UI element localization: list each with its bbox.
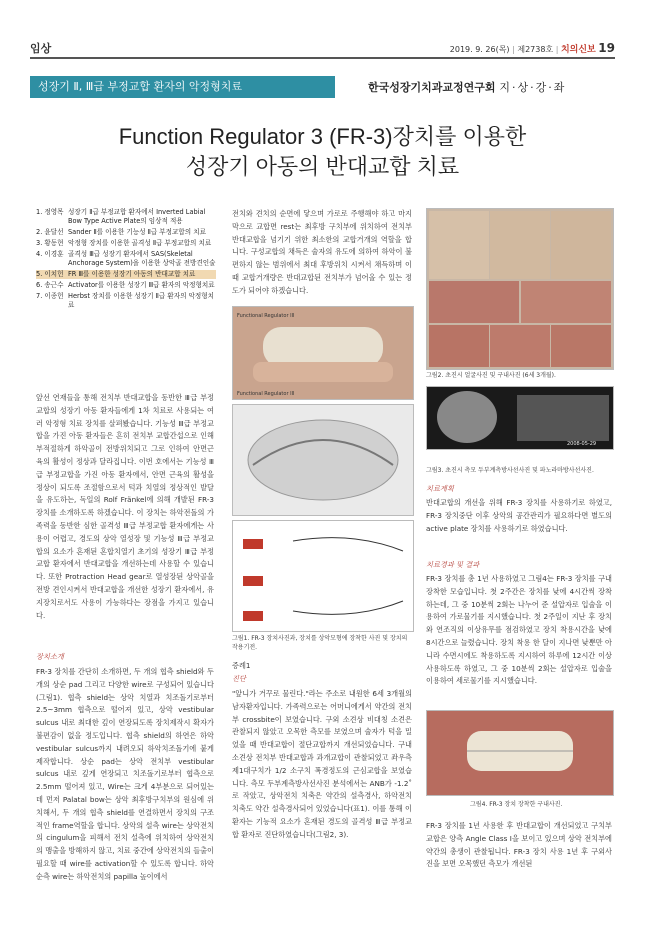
subhead-plan: 치료계획 xyxy=(426,484,454,493)
series-item xyxy=(36,208,216,226)
series-num: 7. 이종헌 xyxy=(36,292,64,300)
series-text: Herbst 장치를 이용한 성장기 Ⅱ급 환자의 악정형치료 xyxy=(68,292,215,309)
final-paragraph: FR-3 장치를 1년 사용한 후 반대교합이 개선되었고 구치부 교합은 양측 Angle Class Ⅰ을 보이고 있으며 상악 전치부에 약간의 총생이 관찰됩니다. FR-3 장치 사용 1년 후 구외사진을 보면 오목했던 측모가 개선된 xyxy=(426,821,612,869)
fig2-photos xyxy=(426,208,614,370)
subhead-device: 장치소개 xyxy=(36,652,64,661)
series-num: 3. 황동현 xyxy=(36,239,64,247)
result-paragraph: FR-3 장치를 총 1년 사용하였고 그림4는 FR-3 장치를 구내 장착한 모습입니다. 첫 2주간은 장치를 낮에 4시간씩 장착하는데, 그 중 10분씩 2회는 나누어 준 설압자로 입술을 이용하여 가로물기를 지시했습니다. 첫 2주일이 지난 후 장치와 연조직의 이상유무를 점검하였고 장치 착용시간을 낮에 8시간으로 늘렸습니다. 장치 착용 한 달이 지나면 낮뿐만 아니라 수면시에도 착용하도록 지시하여 하루에 12시간 이상 사용하도록 하였고, 그 중 10분씩 2회는 설압자로 입술을 이용하여 세로물기를 지시했습니다. xyxy=(426,574,612,686)
article-title-line2: 성장기 아동의 반대교합 치료 xyxy=(185,154,460,179)
series-item xyxy=(36,239,216,248)
series-num: 1. 정영목 xyxy=(36,208,64,216)
series-num: 6. 송근수 xyxy=(36,281,64,289)
series-num: 5. 이치헌 xyxy=(36,270,64,278)
page-number: 19 xyxy=(598,41,615,55)
fig1-photo-art xyxy=(233,307,413,399)
masthead: 2019. 9. 26(목) | 제2738호 | 치의신보 19 xyxy=(449,41,615,55)
series-num: 4. 이경훈 xyxy=(36,250,64,258)
issue-date: 2019. 9. 26(목) xyxy=(449,45,510,54)
series-item xyxy=(36,281,216,290)
series-item-current xyxy=(36,270,216,279)
paper-name: 치의신보 xyxy=(560,45,596,55)
series-num: 2. 윤달선 xyxy=(36,228,64,236)
arrow-icon xyxy=(243,611,263,621)
society-label: 한국성장기치과교정연구회 xyxy=(368,81,496,94)
fig3-xrays xyxy=(426,386,614,450)
fig4-photo xyxy=(426,710,614,796)
series-item xyxy=(36,228,216,237)
series-item xyxy=(36,292,216,310)
subhead-diagnosis: 진단 xyxy=(232,674,246,683)
series-text: Activator를 이용한 성장기 Ⅲ급 환자의 악정형치료 xyxy=(68,281,215,289)
fig3-xray-art xyxy=(427,387,613,449)
series-item xyxy=(36,250,216,268)
series-text: 성장기 Ⅱ급 부정교합 환자에서 Inverted Labial Bow Type Active Plate의 임상적 적용 xyxy=(68,208,206,225)
series-list xyxy=(36,208,216,312)
fig1-diagram-art xyxy=(233,521,413,631)
intro-paragraph: 앞선 연재들을 통해 전치부 반대교합을 동반한 Ⅲ급 부정교합의 성장기 아동 환자들에게 1차 치료로 사용되는 여러 악정형 치료 장치를 살펴봤습니다. 기능성 Ⅲ급 부정교합을 가진 아동 환자들은 흔히 전치부 교합간섭으로 인해 부적절하게 하악골이 전방위치되고 그로 인하여 안면근육의 활성이 정상과 달라집니다. 이번 호에서는 기능성 Ⅲ급 부정교합을 가진 아동 환자에서, 안면 근육의 활성을 정상이 되도록 조절함으로서 턱과 치열의 정상적인 발달을 유도하는, 독일의 Rolf Fränkel에 의해 개발된 FR-3 장치를 소개하도록 하겠습니다. 이 장치는 하악전돌의 가족력을 동반한 심한 골격성 Ⅲ급 부정교합 환자에게는 사용이 어렵고, 경도의 상악 열성장 및 기능성 Ⅲ급 부정교합의 요소가 혼재된 혼합치열기 초기의 성장기 Ⅲ급 부정교합 환자에서 반대교합을 개선하는데 사용할 수 있습니다. 또한 Protraction Head gear로 열성장된 상악골을 전방 견인시켜서 반대교합을 개선한 성장기 환자에서, 유지장치로서도 사용이 가능하다는 장점을 가지고 있습니다. xyxy=(36,393,214,620)
issue-number: 제2738호 xyxy=(517,45,554,54)
col2-top-paragraph: 전치와 견치의 순면에 닿으며 가로로 주행해야 하고 마지막으로 교합면 rest는 최후방 구치부에 위치하여 전치부 반대교합을 넘기기 위한 최소한의 교합거개의 역할을 합니다. 구성교합의 채득은 술자의 유도에 의하여 하악이 불편하지 않는 범위에서 최대 후방위치 시켜서 채득하며 이 때 교합거개량은 반대교합된 전치부가 넘어올 수 있는 정도가 되어야 하겠습니다. xyxy=(232,209,412,295)
series-banner: 성장기 Ⅱ, Ⅲ급 부정교합 환자의 악정형치료 xyxy=(30,76,335,98)
arrow-icon xyxy=(243,539,263,549)
fig3-caption: 그림3. 초진시 측모 두부계측방사선사진 및 파노라마방사선사진. xyxy=(426,467,594,474)
society-name xyxy=(368,79,566,95)
fig4-photo-art xyxy=(427,711,613,795)
subhead-result: 치료경과 및 결과 xyxy=(426,560,480,569)
series-text: Sander Ⅱ를 이용한 기능성 Ⅱ급 부정교합의 치료 xyxy=(68,228,206,236)
series-text: 악정형 장치를 이용한 골격성 Ⅱ급 부정교합의 치료 xyxy=(68,239,212,247)
fig1-label-bottom: Functional Regulator III xyxy=(237,391,295,397)
fig1-photo-mouth xyxy=(232,306,414,400)
column-label: 지·상·강·좌 xyxy=(499,81,567,94)
fig1-appliance-photo xyxy=(232,404,414,516)
fig1-label-top: Functional Regulator III xyxy=(237,313,295,319)
arrow-icon xyxy=(243,576,263,586)
device-paragraph: FR-3 장치를 간단히 소개하면, 두 개의 협측 shield와 두 개의 상순 pad 그리고 다양한 wire로 구성되어 있습니다(그림1). 협측 shield는 상악 치열과 치조돌기로부터 2.5~3mm 협측으로 떨어져 있고, 상악 vestibular sulcus 내로 최대한 깊이 연장되도록 장치제작시 확자가 불편감이 없을 정도입니다. 협측 shield의 하연은 하악 vestibular sulcus까지 내려오되 하악치조돌기에 붙게 제작합니다. 상순 pad는 상악 전치부 vestibular sulcus 내로 깊게 연장되고 치조돌기로부터 협측으로 2.5mm 떨어져 있고, Wire는 크게 4부분으로 되어있는데 먼저 Palatal bow는 상악 최후방구치부의 원심에 위치해서, 두 개의 협측 shield를 연결하면서 장치의 구조적인 frame역할을 합니다. 상악의 설측 wire는 상악전치의 cingulum을 피해서 전치 설측에 위치하여 상악전치의 맹출을 방해하지 않고, 치료 중간에 상악전치의 들출이 필요할 때 wire를 activation할 수 있도록 합니다. 하악 순측 wire는 하악전치의 papilla 높이에서 xyxy=(36,667,214,881)
fig3-date-stamp: 2008-05-29 xyxy=(567,441,597,447)
fig2-caption: 그림2. 초진시 얼굴사진 및 구내사진 (6세 3개월). xyxy=(426,372,556,379)
header-rule xyxy=(30,57,615,59)
fig1-caption: 그림1. FR-3 장치사진과, 장치를 상악모형에 장착한 사진 및 장치의 작용기전. xyxy=(232,635,408,651)
section-label: 임상 xyxy=(30,42,52,55)
series-text: 골격성 Ⅲ급 성장기 환자에서 SAS(Skeletal Anchorage System)을 이용한 상악골 전방견인술 xyxy=(68,250,216,267)
fig2-photo-grid xyxy=(427,209,613,369)
fig1-diagram xyxy=(232,520,414,632)
fig1-appliance-art xyxy=(233,405,413,515)
plan-paragraph: 반대교합의 개선을 위해 FR-3 장치를 사용하기로 하였고, FR-3 장치중단 이후 상악의 공간관리가 필요하다면 별도의 active plate 장치를 사용하기로 하였습니다. xyxy=(426,498,612,533)
article-title-line1: Function Regulator 3 (FR-3)장치를 이용한 xyxy=(118,124,527,149)
series-text: FR Ⅲ를 이용한 성장기 아동의 반대교합 치료 xyxy=(68,270,196,278)
case-heading: 증례1 xyxy=(232,661,251,670)
case-paragraph: "앞니가 거꾸로 물린다."라는 주소로 내원한 6세 3개월의 남자환자입니다. 가족력으로는 어머니에게서 약간의 전치부 crossbite이 보였습니다. 구외 소견상 비대칭 소견은 관찰되지 않았고 오목한 측모를 보였으며 술자가 턱을 밀었을 때 반대교합이 절단교합까지 개선되었습니다. 구내소견상 전치부 반대교합과 과개교합이 관찰되었고 좌우측 제1대구치가 1/2 소구치 폭경정도의 근심교합을 보였습니다. 측모 두부계측방사선사진 분석에서는 ANB가 -1.2˚로 작았고, 상악전치 치축은 약간의 설측경사, 하악전치 치축도 약간 설측경사되어 있었습니다(표1). 이를 통해 이 환자는 기능적 요소가 혼재된 경도의 골격성 Ⅲ급 부정교합 환자로 진단하였습니다(그림2, 3). xyxy=(232,689,412,839)
fig4-caption: 그림4. FR-3 장치 장착한 구내사진. xyxy=(470,801,563,808)
